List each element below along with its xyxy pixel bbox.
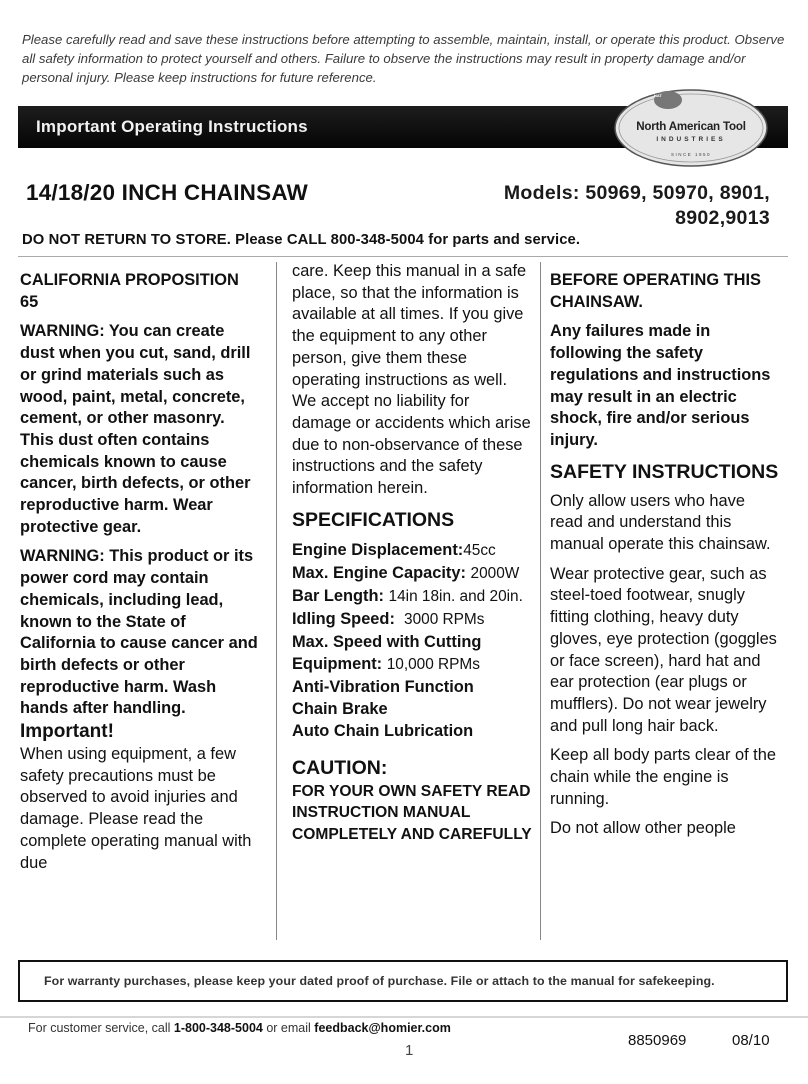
header-divider (18, 256, 788, 257)
spec-feature-chain-brake: Chain Brake (292, 699, 388, 718)
logo-since: SINCE 1950 (670, 152, 711, 157)
return-notice: DO NOT RETURN TO STORE. Please CALL 800-348-5004 for parts and service. (22, 232, 581, 248)
logo-subtitle: INDUSTRIES (656, 136, 726, 143)
important-text: When using equipment, a few safety precautions must be observed to avoid injuries and damage. Please read the complete operating manual with due (20, 745, 252, 872)
company-logo (612, 84, 770, 168)
column-divider-left (276, 262, 277, 940)
caution-heading: CAUTION: (292, 756, 388, 779)
prop65-heading: CALIFORNIA PROPOSITION 65 (20, 271, 239, 311)
safety-paragraph-1: Only allow users who have read and understand this manual operate this chainsaw. (550, 491, 771, 554)
spec-feature-lubrication: Auto Chain Lubrication (292, 721, 474, 740)
spec-bar-length: Bar Length: 14in 18in. and 20in. (292, 586, 523, 605)
banner-title: Important Operating Instructions (36, 117, 308, 136)
intro-paragraph: Please carefully read and save these instructions before attempting to assemble, maintain, install, or operate this product. Observe all safety information to protect yourself and others. Failure to observe the instructions may result in property damage and/or personal injury. Please keep instructions for future reference. (22, 32, 785, 85)
before-operating-heading: BEFORE OPERATING THIS CHAINSAW. (550, 271, 761, 311)
customer-service-phone[interactable]: 1-800-348-5004 (173, 1021, 263, 1035)
footer-divider (0, 1016, 808, 1018)
column-1 (20, 270, 258, 882)
logo-name: North American Tool (636, 120, 746, 133)
model-numbers (504, 181, 770, 231)
manual-care-text: care. Keep this manual in a safe place, so that the information is available at all times. If you give the equipment to any other person, give them these operating instructions as well. We accept no liability for damage or accidents which arise due to non-observance of these instructions and the safety information herein. (292, 262, 531, 498)
logo-badge: NAT (654, 93, 662, 98)
warranty-text: For warranty purchases, please keep your dated proof of purchase. File or attach to the manual for safekeeping. (44, 974, 715, 988)
product-title: 14/18/20 INCH CHAINSAW (26, 180, 308, 205)
specifications-heading: SPECIFICATIONS (292, 508, 455, 531)
spec-idle-speed: Idling Speed: 3000 RPMs (292, 609, 485, 628)
spec-cutting-speed: Max. Speed with Cutting Equipment: 10,000 RPMs (292, 632, 482, 673)
models-line-2: 8902,9013 (675, 207, 770, 229)
warranty-box (18, 960, 788, 1002)
spec-list (292, 539, 532, 742)
models-line-1: Models: 50969, 50970, 8901, (503, 182, 770, 204)
page-number: 1 (405, 1042, 414, 1059)
customer-service-email[interactable]: feedback@homier.com (314, 1021, 451, 1035)
customer-service-line: For customer service, call 1-800-348-5004 or email feedback@homier.com (28, 1021, 451, 1035)
safety-instructions-heading: SAFETY INSTRUCTIONS (550, 460, 779, 483)
safety-paragraph-2: Wear protective gear, such as steel-toed footwear, snugly fitting clothing, heavy duty gloves, eye protection (goggles or face screen), hard hat and ear protection (ear plugs or mufflers). Do not wear jewelry and pull long hair back. (550, 564, 777, 735)
safety-paragraph-4: Do not allow other people (550, 819, 736, 838)
document-code: 8850969 (628, 1032, 687, 1049)
column-3 (550, 270, 782, 848)
spec-capacity: Max. Engine Capacity: 2000W (292, 563, 520, 582)
column-2 (292, 261, 532, 845)
warning-dust: WARNING: You can create dust when you cut, sand, drill or grind materials such as wood, paint, metal, concrete, cement, or other masonry. This dust often contains chemicals known to cause cancer, birth defects, or other reproductive harm. Wear protective gear. (20, 322, 251, 536)
safety-paragraph-3: Keep all body parts clear of the chain while the engine is running. (550, 746, 776, 808)
column-divider-right (540, 262, 541, 940)
failures-warning: Any failures made in following the safety regulations and instructions may result in an electric shock, fire and/or serious injury. (550, 322, 771, 449)
warning-chemicals: WARNING: This product or its power cord may contain chemicals, including lead, known to the State of California to cause cancer and birth defects or other reproductive harm. Wash hands after handling. (20, 547, 258, 718)
important-heading: Important! (20, 721, 114, 743)
spec-feature-anti-vibration: Anti-Vibration Function (292, 677, 474, 696)
document-date: 08/10 (732, 1032, 770, 1049)
caution-text: FOR YOUR OWN SAFETY READ INSTRUCTION MANUAL COMPLETELY AND CAREFULLY (292, 782, 532, 843)
spec-displacement: Engine Displacement:45cc (292, 540, 496, 559)
